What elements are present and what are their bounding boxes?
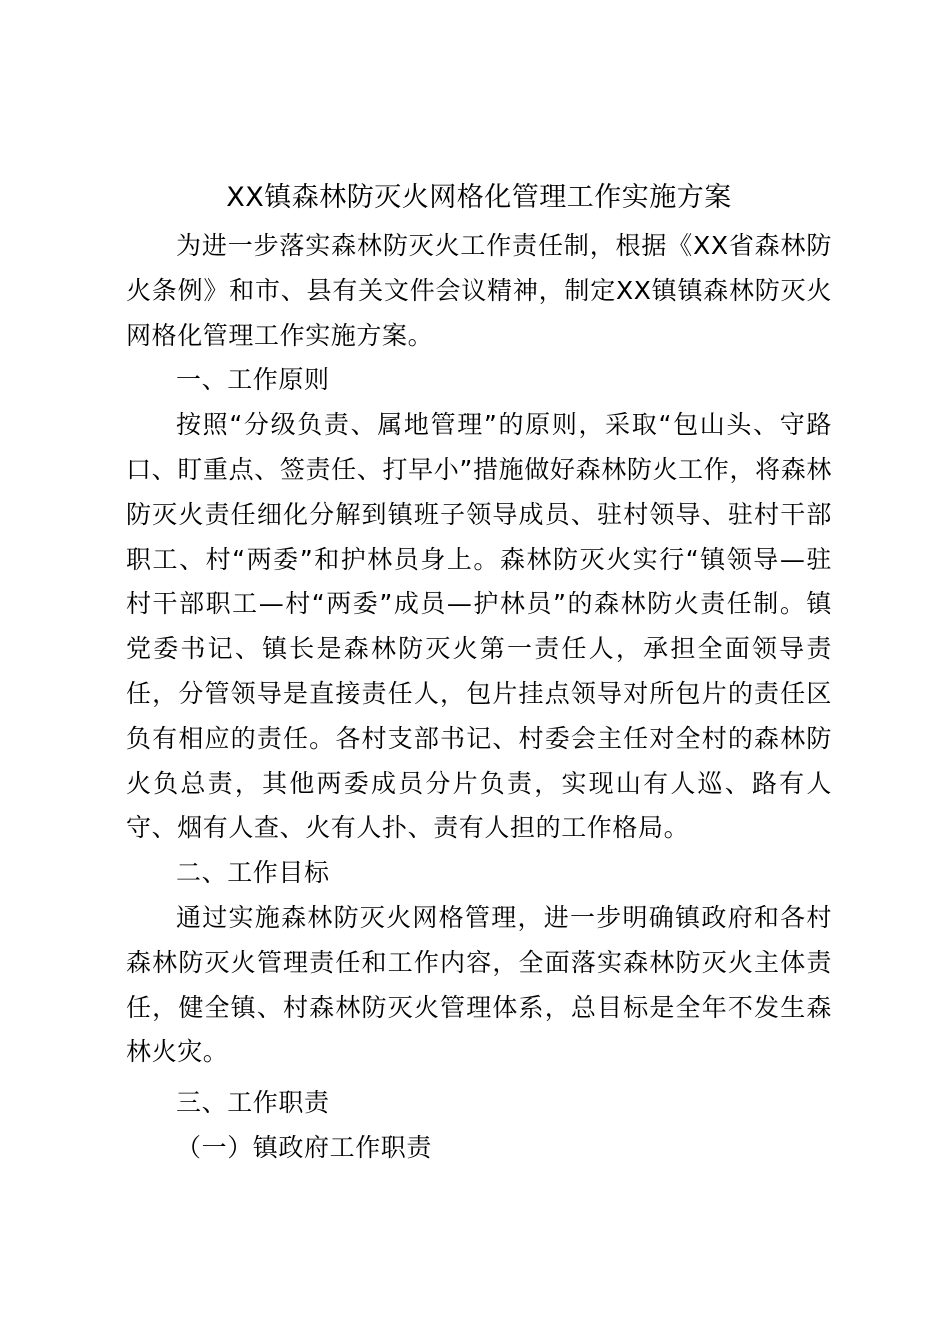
subsection-heading-town-government-duties: （一）镇政府工作职责: [176, 1132, 433, 1162]
section-heading-duties: 三、工作职责: [176, 1088, 330, 1118]
goals-paragraph: 通过实施森林防灭火网格管理，进一步明确镇政府和各村森林防灭火管理责任和工作内容，全面落实森林防灭火主体责任，健全镇、村森林防灭火管理体系，总目标是全年不发生森林火灾。: [126, 902, 832, 1067]
section-heading-goals: 二、工作目标: [176, 858, 330, 888]
principles-paragraph: 按照“分级负责、属地管理”的原则，采取“包山头、守路口、盯重点、签责任、打早小”措施做好森林防火工作，将森林防灭火责任细化分解到镇班子领导成员、驻村领导、驻村干部职工、村“两委”和护林员身上。森林防灭火实行“镇领导—驻村干部职工—村“两委”成员—护林员”的森林防火责任制。镇党委书记、镇长是森林防灭火第一责任人，承担全面领导责任，分管领导是直接责任人，包片挂点领导对所包片的责任区负有相应的责任。各村支部书记、村委会主任对全村的森林防火负总责，其他两委成员分片负责，实现山有人巡、路有人守、烟有人查、火有人扑、责有人担的工作格局。: [126, 410, 832, 843]
section-heading-principles: 一、工作原则: [176, 365, 330, 395]
intro-paragraph: 为进一步落实森林防灭火工作责任制，根据《XX省森林防火条例》和市、县有关文件会议精神，制定XX镇镇森林防灭火网格化管理工作实施方案。: [126, 231, 832, 350]
document-body: [126, 176, 832, 1171]
document-title: XX镇森林防灭火网格化管理工作实施方案: [226, 182, 732, 213]
